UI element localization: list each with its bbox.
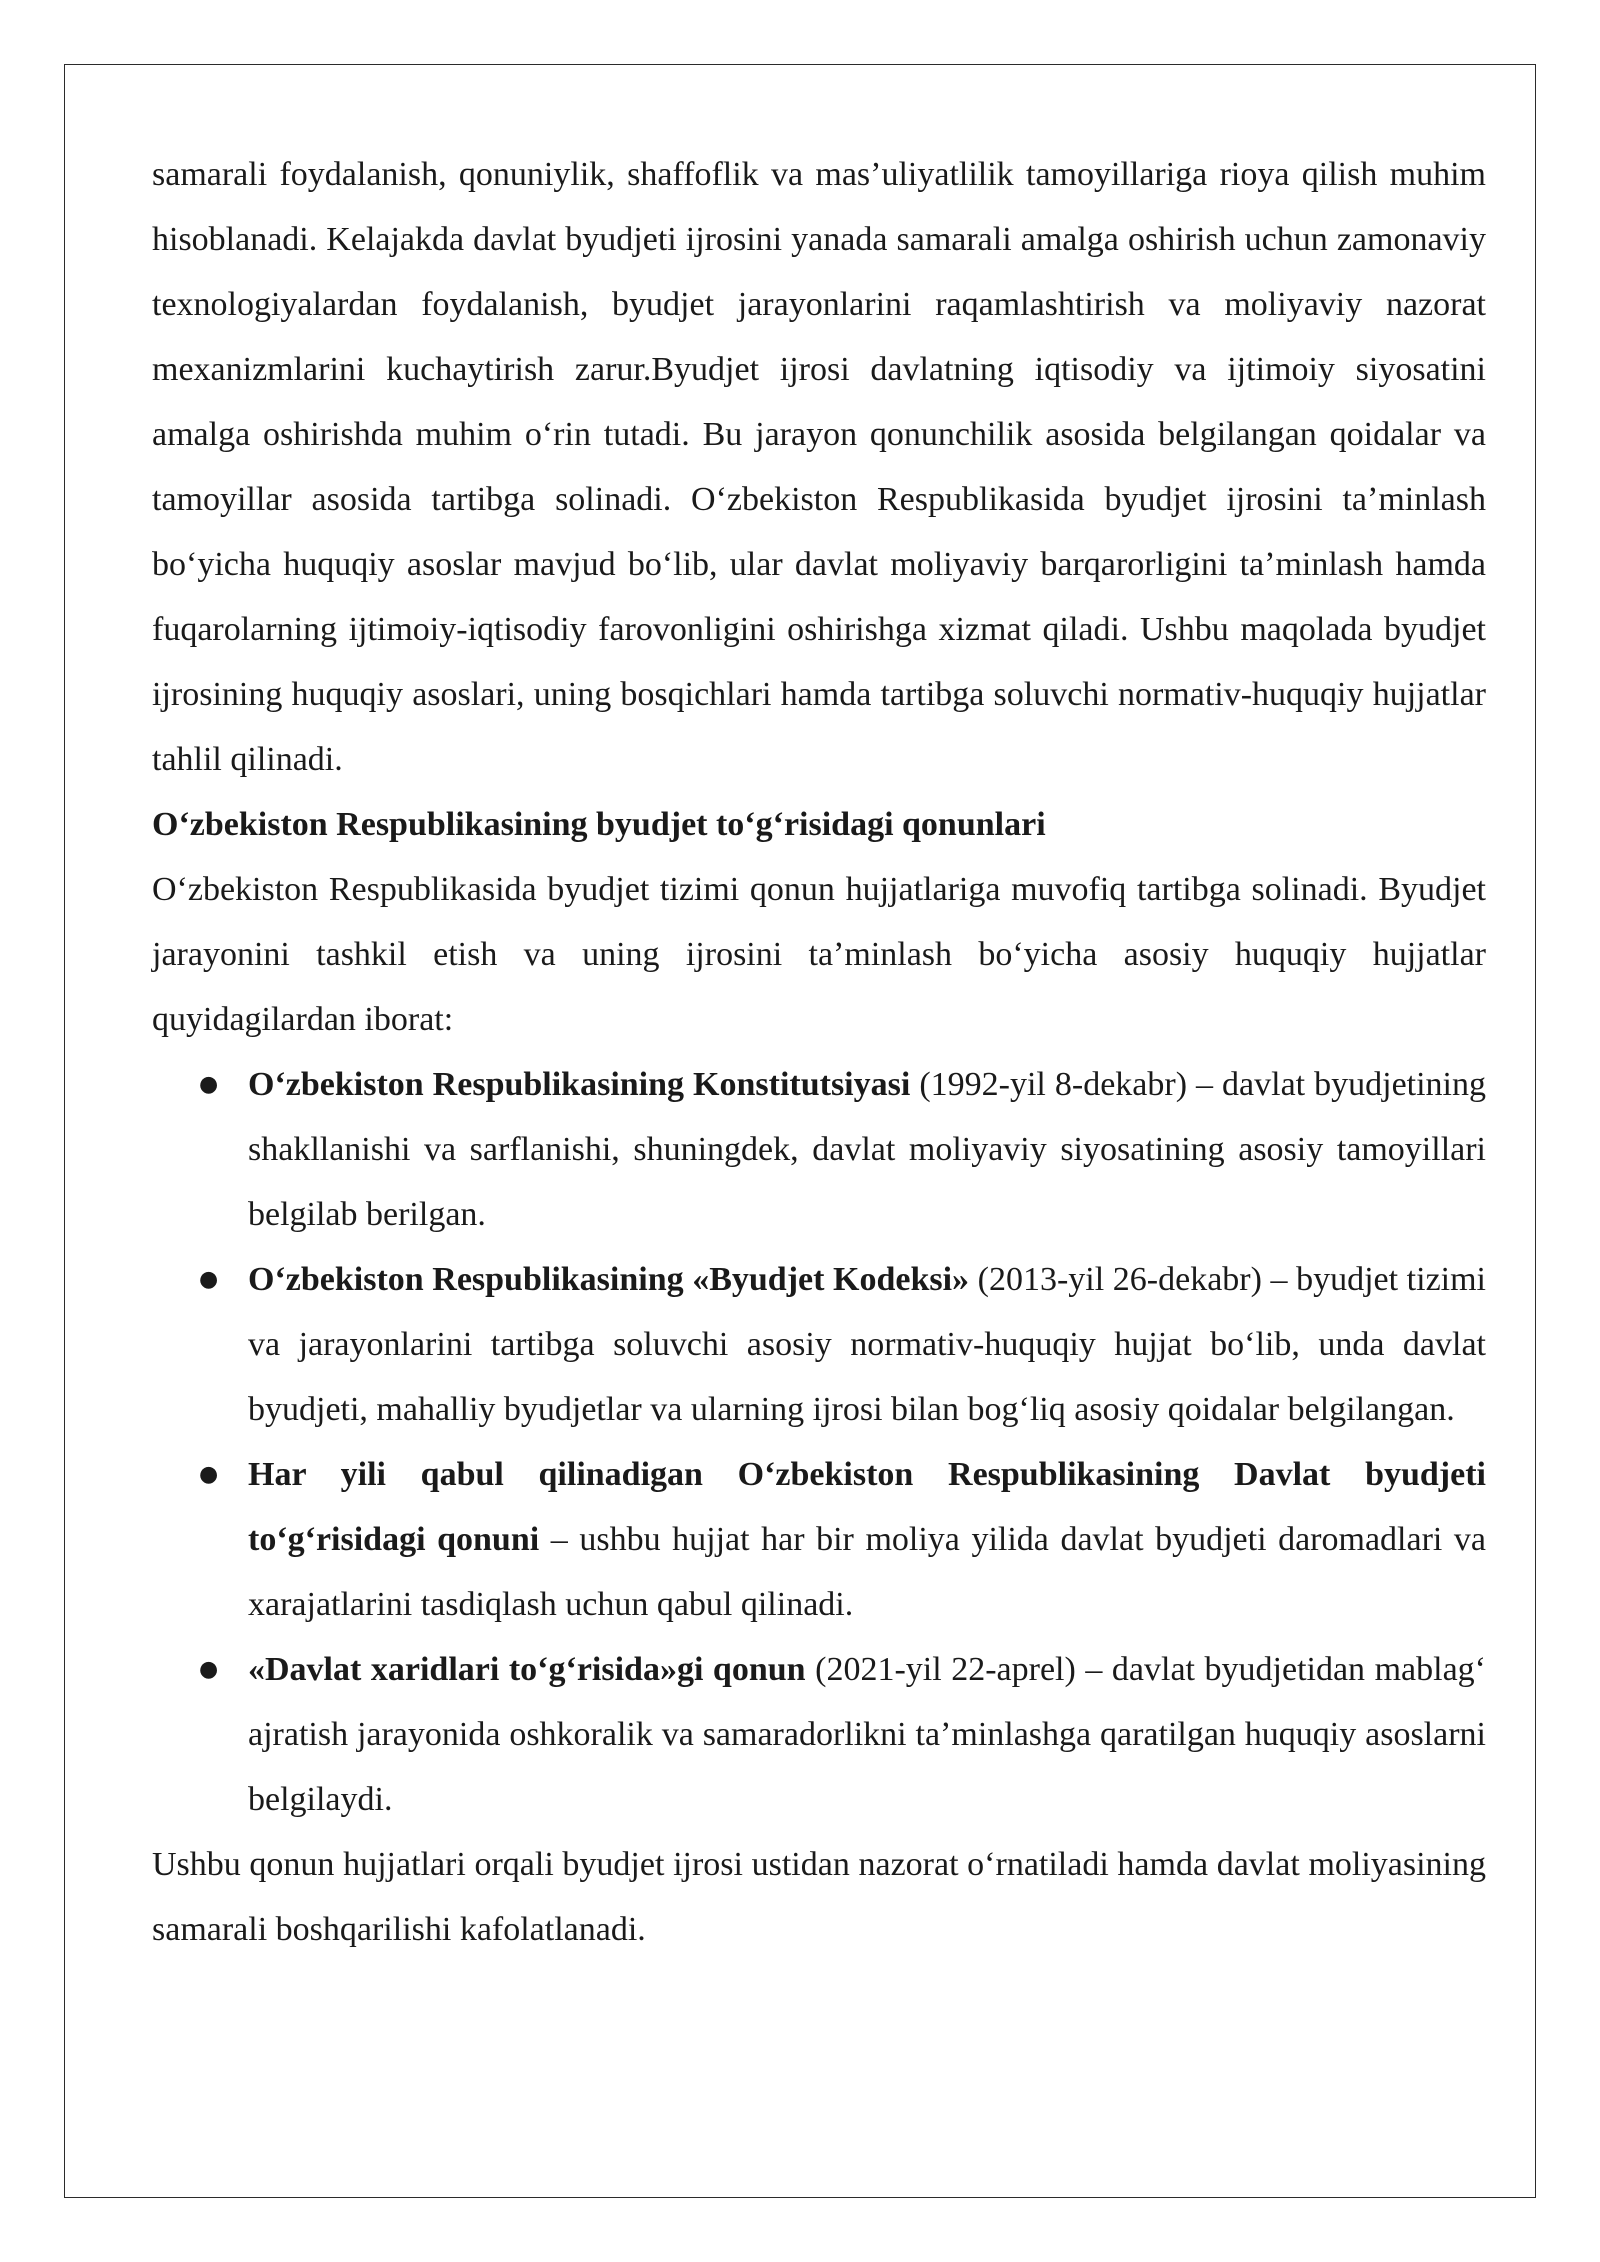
list-item [152,1052,1486,1247]
law-description: (2021-yil 22-aprel) – davlat byudjetidan mablagʻ ajratish jarayonida oshkoralik va samaradorlikni taʼminlashga qaratilgan huquqiy asoslarni belgilaydi. [248,1651,1486,1818]
bullet-icon: ● [199,1267,219,1292]
laws-list [152,1052,1486,1832]
list-item [152,1247,1486,1442]
list-item [152,1442,1486,1637]
section-heading: Oʻzbekiston Respublikasining byudjet toʻgʻrisidagi qonunlari [152,806,1046,843]
law-title: Oʻzbekiston Respublikasining «Byudjet Kodeksi» [248,1261,970,1298]
law-description: (1992-yil 8-dekabr) – davlat byudjetining shakllanishi va sarflanishi, shuningdek, davlat moliyaviy siyosatining asosiy tamoyillari belgilab berilgan. [248,1066,1486,1233]
intro-paragraph: samarali foydalanish, qonuniylik, shaffoflik va mas’uliyatlilik tamoyillariga rioya qilish muhim hisoblanadi. Kelajakda davlat byudjeti ijrosini yanada samarali amalga oshirish uchun zamonaviy texnologiyalardan foydalanish, byudjet jarayonlarini raqamlashtirish va moliyaviy nazorat mexanizmlarini kuchaytirish zarur.Byudjet ijrosi davlatning iqtisodiy va ijtimoiy siyosatini amalga oshirishda muhim oʻrin tutadi. Bu jarayon qonunchilik asosida belgilangan qoidalar va tamoyillar asosida tartibga solinadi. Oʻzbekiston Respublikasida byudjet ijrosini taʼminlash boʻyicha huquqiy asoslar mavjud boʻlib, ular davlat moliyaviy barqarorligini taʼminlash hamda fuqarolarning ijtimoiy-iqtisodiy farovonligini oshirishga xizmat qiladi. Ushbu maqolada byudjet ijrosining huquqiy asoslari, uning bosqichlari hamda tartibga soluvchi normativ-huquqiy hujjatlar tahlil qilinadi. [152,156,1486,778]
law-title: «Davlat xaridlari toʻgʻrisida»gi qonun [248,1651,806,1688]
bullet-icon: ● [199,1657,219,1682]
closing-paragraph: Ushbu qonun hujjatlari orqali byudjet ijrosi ustidan nazorat oʻrnatiladi hamda davlat moliyasining samarali boshqarilishi kafolatlanadi. [152,1846,1486,1948]
list-item [152,1637,1486,1832]
law-title: Har yili qabul qilinadigan Oʻzbekiston Respublikasining Davlat byudjeti toʻgʻrisidagi qonuni [248,1456,1486,1558]
law-description: – ushbu hujjat har bir moliya yilida davlat byudjeti daromadlari va xarajatlarini tasdiqlash uchun qabul qilinadi. [248,1521,1487,1623]
bullet-icon: ● [199,1072,219,1097]
law-description: (2013-yil 26-dekabr) – byudjet tizimi va jarayonlarini tartibga soluvchi asosiy normativ-huquqiy hujjat boʻlib, unda davlat byudjeti, mahalliy byudjetlar va ularning ijrosi bilan bogʻliq asosiy qoidalar belgilangan. [248,1261,1486,1428]
bullet-icon: ● [199,1462,219,1487]
document-body [152,142,1486,1962]
section-intro-paragraph: Oʻzbekiston Respublikasida byudjet tizimi qonun hujjatlariga muvofiq tartibga solinadi. Byudjet jarayonini tashkil etish va uning ijrosini taʼminlash boʻyicha asosiy huquqiy hujjatlar quyidagilardan iborat: [152,871,1486,1038]
law-title: Oʻzbekiston Respublikasining Konstitutsiyasi [248,1066,911,1103]
